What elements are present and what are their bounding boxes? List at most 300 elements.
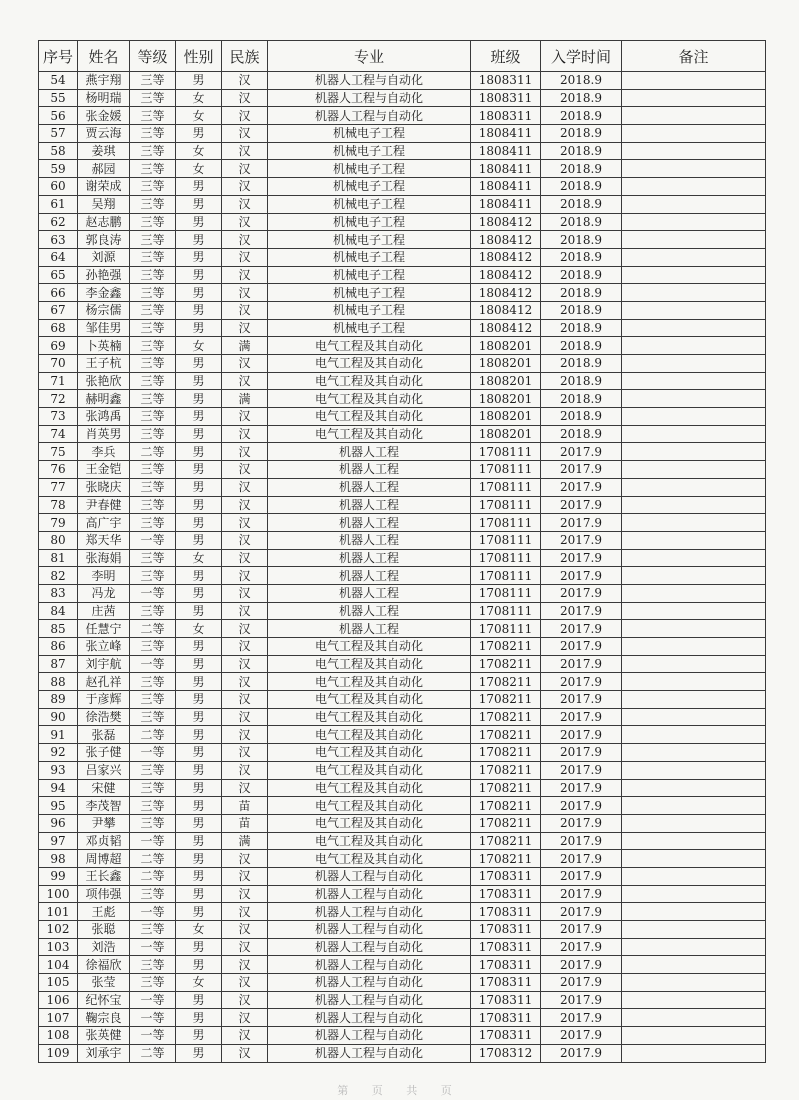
cell-enrollment-date: 2017.9 xyxy=(541,1027,622,1045)
header-major: 专业 xyxy=(268,41,471,72)
cell-major: 电气工程及其自动化 xyxy=(268,337,471,355)
cell-gender: 男 xyxy=(176,443,222,461)
cell-gender: 男 xyxy=(176,390,222,408)
cell-gender: 女 xyxy=(176,549,222,567)
cell-grade: 三等 xyxy=(130,89,176,107)
cell-index: 92 xyxy=(39,744,78,762)
cell-class: 1808201 xyxy=(471,372,541,390)
cell-gender: 男 xyxy=(176,867,222,885)
cell-ethnicity: 汉 xyxy=(222,195,268,213)
cell-gender: 男 xyxy=(176,355,222,373)
cell-grade: 三等 xyxy=(130,248,176,266)
cell-grade: 三等 xyxy=(130,408,176,426)
cell-remarks xyxy=(622,72,766,90)
cell-grade: 一等 xyxy=(130,531,176,549)
cell-index: 75 xyxy=(39,443,78,461)
cell-major: 电气工程及其自动化 xyxy=(268,355,471,373)
cell-index: 56 xyxy=(39,107,78,125)
cell-class: 1708211 xyxy=(471,655,541,673)
cell-enrollment-date: 2017.9 xyxy=(541,885,622,903)
cell-index: 81 xyxy=(39,549,78,567)
table-row xyxy=(39,744,766,762)
table-row xyxy=(39,584,766,602)
cell-major: 机械电子工程 xyxy=(268,266,471,284)
cell-enrollment-date: 2017.9 xyxy=(541,443,622,461)
cell-class: 1708111 xyxy=(471,514,541,532)
cell-remarks xyxy=(622,301,766,319)
cell-remarks xyxy=(622,832,766,850)
table-row xyxy=(39,125,766,143)
cell-class: 1808201 xyxy=(471,355,541,373)
cell-ethnicity: 汉 xyxy=(222,549,268,567)
cell-major: 机器人工程 xyxy=(268,620,471,638)
cell-gender: 男 xyxy=(176,195,222,213)
cell-major: 电气工程及其自动化 xyxy=(268,797,471,815)
cell-ethnicity: 汉 xyxy=(222,531,268,549)
cell-index: 59 xyxy=(39,160,78,178)
table-row xyxy=(39,461,766,479)
cell-grade: 二等 xyxy=(130,620,176,638)
cell-ethnicity: 汉 xyxy=(222,708,268,726)
cell-remarks xyxy=(622,248,766,266)
cell-ethnicity: 汉 xyxy=(222,142,268,160)
cell-gender: 男 xyxy=(176,248,222,266)
cell-class: 1708211 xyxy=(471,673,541,691)
table-row xyxy=(39,390,766,408)
cell-gender: 男 xyxy=(176,1009,222,1027)
cell-index: 61 xyxy=(39,195,78,213)
cell-gender: 男 xyxy=(176,1027,222,1045)
cell-class: 1708111 xyxy=(471,567,541,585)
cell-index: 106 xyxy=(39,991,78,1009)
cell-name: 尹攀 xyxy=(78,814,130,832)
cell-gender: 男 xyxy=(176,708,222,726)
cell-ethnicity: 苗 xyxy=(222,797,268,815)
cell-major: 机器人工程 xyxy=(268,584,471,602)
cell-major: 机器人工程与自动化 xyxy=(268,1027,471,1045)
cell-index: 99 xyxy=(39,867,78,885)
cell-class: 1808201 xyxy=(471,337,541,355)
cell-ethnicity: 汉 xyxy=(222,956,268,974)
cell-gender: 男 xyxy=(176,266,222,284)
cell-major: 机器人工程 xyxy=(268,514,471,532)
cell-class: 1708111 xyxy=(471,478,541,496)
table-row xyxy=(39,620,766,638)
table-row xyxy=(39,72,766,90)
cell-enrollment-date: 2017.9 xyxy=(541,867,622,885)
cell-gender: 男 xyxy=(176,797,222,815)
cell-major: 机械电子工程 xyxy=(268,195,471,213)
cell-enrollment-date: 2018.9 xyxy=(541,107,622,125)
cell-remarks xyxy=(622,956,766,974)
cell-major: 机械电子工程 xyxy=(268,248,471,266)
cell-major: 机器人工程 xyxy=(268,478,471,496)
table-row xyxy=(39,814,766,832)
cell-grade: 三等 xyxy=(130,231,176,249)
cell-major: 机器人工程 xyxy=(268,531,471,549)
cell-name: 李兵 xyxy=(78,443,130,461)
cell-major: 机械电子工程 xyxy=(268,213,471,231)
cell-enrollment-date: 2017.9 xyxy=(541,761,622,779)
cell-gender: 女 xyxy=(176,107,222,125)
table-row xyxy=(39,355,766,373)
cell-class: 1708111 xyxy=(471,531,541,549)
cell-remarks xyxy=(622,319,766,337)
cell-grade: 三等 xyxy=(130,761,176,779)
cell-index: 82 xyxy=(39,567,78,585)
cell-grade: 三等 xyxy=(130,461,176,479)
cell-name: 卜英楠 xyxy=(78,337,130,355)
cell-name: 孙艳强 xyxy=(78,266,130,284)
cell-name: 吕家兴 xyxy=(78,761,130,779)
cell-remarks xyxy=(622,726,766,744)
header-index: 序号 xyxy=(39,41,78,72)
table-body xyxy=(39,72,766,1063)
cell-remarks xyxy=(622,1044,766,1062)
cell-index: 85 xyxy=(39,620,78,638)
cell-major: 机器人工程与自动化 xyxy=(268,903,471,921)
cell-remarks xyxy=(622,655,766,673)
cell-index: 87 xyxy=(39,655,78,673)
cell-class: 1708211 xyxy=(471,850,541,868)
cell-enrollment-date: 2017.9 xyxy=(541,832,622,850)
cell-enrollment-date: 2017.9 xyxy=(541,814,622,832)
cell-enrollment-date: 2017.9 xyxy=(541,567,622,585)
cell-major: 机器人工程与自动化 xyxy=(268,72,471,90)
cell-ethnicity: 汉 xyxy=(222,231,268,249)
cell-name: 宋健 xyxy=(78,779,130,797)
cell-ethnicity: 汉 xyxy=(222,213,268,231)
cell-name: 张海娟 xyxy=(78,549,130,567)
cell-ethnicity: 汉 xyxy=(222,248,268,266)
table-row xyxy=(39,779,766,797)
cell-class: 1708311 xyxy=(471,938,541,956)
table-row xyxy=(39,231,766,249)
cell-remarks xyxy=(622,938,766,956)
cell-class: 1708311 xyxy=(471,885,541,903)
cell-major: 电气工程及其自动化 xyxy=(268,814,471,832)
cell-ethnicity: 汉 xyxy=(222,620,268,638)
cell-ethnicity: 汉 xyxy=(222,584,268,602)
cell-grade: 三等 xyxy=(130,602,176,620)
cell-gender: 男 xyxy=(176,903,222,921)
cell-name: 张鸿禹 xyxy=(78,408,130,426)
cell-grade: 二等 xyxy=(130,867,176,885)
cell-grade: 三等 xyxy=(130,319,176,337)
cell-ethnicity: 汉 xyxy=(222,443,268,461)
cell-ethnicity: 汉 xyxy=(222,319,268,337)
cell-remarks xyxy=(622,620,766,638)
cell-remarks xyxy=(622,496,766,514)
cell-index: 89 xyxy=(39,691,78,709)
cell-grade: 三等 xyxy=(130,691,176,709)
cell-enrollment-date: 2017.9 xyxy=(541,496,622,514)
cell-name: 肖英男 xyxy=(78,425,130,443)
cell-name: 张磊 xyxy=(78,726,130,744)
table-row xyxy=(39,797,766,815)
cell-index: 86 xyxy=(39,638,78,656)
cell-name: 纪怀宝 xyxy=(78,991,130,1009)
cell-major: 机器人工程 xyxy=(268,443,471,461)
cell-enrollment-date: 2017.9 xyxy=(541,584,622,602)
table-row xyxy=(39,638,766,656)
cell-index: 71 xyxy=(39,372,78,390)
cell-class: 1708111 xyxy=(471,549,541,567)
cell-grade: 三等 xyxy=(130,567,176,585)
cell-name: 张莹 xyxy=(78,974,130,992)
header-ethnicity: 民族 xyxy=(222,41,268,72)
cell-grade: 三等 xyxy=(130,107,176,125)
table-row xyxy=(39,885,766,903)
cell-enrollment-date: 2018.9 xyxy=(541,425,622,443)
cell-index: 64 xyxy=(39,248,78,266)
cell-ethnicity: 汉 xyxy=(222,744,268,762)
cell-remarks xyxy=(622,425,766,443)
cell-index: 72 xyxy=(39,390,78,408)
cell-index: 98 xyxy=(39,850,78,868)
cell-remarks xyxy=(622,390,766,408)
cell-remarks xyxy=(622,1027,766,1045)
cell-class: 1708311 xyxy=(471,974,541,992)
cell-class: 1708211 xyxy=(471,691,541,709)
cell-class: 1808411 xyxy=(471,125,541,143)
cell-class: 1708211 xyxy=(471,744,541,762)
cell-grade: 三等 xyxy=(130,496,176,514)
cell-major: 机器人工程与自动化 xyxy=(268,885,471,903)
cell-major: 机器人工程与自动化 xyxy=(268,974,471,992)
cell-index: 78 xyxy=(39,496,78,514)
cell-ethnicity: 汉 xyxy=(222,425,268,443)
cell-major: 机器人工程 xyxy=(268,602,471,620)
cell-ethnicity: 汉 xyxy=(222,850,268,868)
cell-gender: 男 xyxy=(176,832,222,850)
cell-remarks xyxy=(622,673,766,691)
cell-enrollment-date: 2018.9 xyxy=(541,248,622,266)
cell-remarks xyxy=(622,974,766,992)
cell-major: 电气工程及其自动化 xyxy=(268,691,471,709)
table-row xyxy=(39,921,766,939)
cell-remarks xyxy=(622,531,766,549)
cell-enrollment-date: 2017.9 xyxy=(541,744,622,762)
cell-major: 机器人工程与自动化 xyxy=(268,89,471,107)
cell-class: 1708211 xyxy=(471,761,541,779)
cell-name: 王长鑫 xyxy=(78,867,130,885)
cell-name: 郝园 xyxy=(78,160,130,178)
cell-enrollment-date: 2018.9 xyxy=(541,390,622,408)
cell-index: 93 xyxy=(39,761,78,779)
table-row xyxy=(39,691,766,709)
cell-remarks xyxy=(622,160,766,178)
cell-index: 105 xyxy=(39,974,78,992)
header-remarks: 备注 xyxy=(622,41,766,72)
table-row xyxy=(39,708,766,726)
cell-grade: 三等 xyxy=(130,390,176,408)
cell-name: 邹佳男 xyxy=(78,319,130,337)
cell-major: 机器人工程与自动化 xyxy=(268,107,471,125)
cell-grade: 一等 xyxy=(130,655,176,673)
cell-grade: 三等 xyxy=(130,125,176,143)
cell-gender: 男 xyxy=(176,938,222,956)
cell-ethnicity: 汉 xyxy=(222,72,268,90)
cell-gender: 男 xyxy=(176,673,222,691)
header-gender: 性别 xyxy=(176,41,222,72)
table-row xyxy=(39,956,766,974)
cell-index: 96 xyxy=(39,814,78,832)
cell-ethnicity: 汉 xyxy=(222,178,268,196)
cell-index: 104 xyxy=(39,956,78,974)
cell-major: 机械电子工程 xyxy=(268,284,471,302)
cell-index: 73 xyxy=(39,408,78,426)
cell-name: 王金铠 xyxy=(78,461,130,479)
cell-index: 88 xyxy=(39,673,78,691)
cell-ethnicity: 汉 xyxy=(222,885,268,903)
cell-enrollment-date: 2017.9 xyxy=(541,921,622,939)
cell-index: 100 xyxy=(39,885,78,903)
cell-remarks xyxy=(622,478,766,496)
cell-major: 机械电子工程 xyxy=(268,178,471,196)
cell-index: 91 xyxy=(39,726,78,744)
cell-grade: 二等 xyxy=(130,726,176,744)
table-row xyxy=(39,178,766,196)
cell-major: 机械电子工程 xyxy=(268,160,471,178)
cell-index: 80 xyxy=(39,531,78,549)
cell-gender: 男 xyxy=(176,531,222,549)
cell-remarks xyxy=(622,337,766,355)
student-roster-table xyxy=(38,40,766,1063)
cell-index: 108 xyxy=(39,1027,78,1045)
cell-major: 机器人工程 xyxy=(268,567,471,585)
cell-remarks xyxy=(622,602,766,620)
cell-enrollment-date: 2018.9 xyxy=(541,337,622,355)
cell-class: 1808412 xyxy=(471,231,541,249)
cell-ethnicity: 汉 xyxy=(222,567,268,585)
table-row xyxy=(39,991,766,1009)
cell-major: 电气工程及其自动化 xyxy=(268,390,471,408)
table-row xyxy=(39,266,766,284)
cell-index: 58 xyxy=(39,142,78,160)
cell-enrollment-date: 2018.9 xyxy=(541,178,622,196)
cell-remarks xyxy=(622,797,766,815)
cell-major: 电气工程及其自动化 xyxy=(268,708,471,726)
cell-gender: 男 xyxy=(176,956,222,974)
cell-enrollment-date: 2017.9 xyxy=(541,938,622,956)
cell-gender: 男 xyxy=(176,231,222,249)
cell-class: 1708311 xyxy=(471,991,541,1009)
cell-class: 1708111 xyxy=(471,584,541,602)
cell-major: 机械电子工程 xyxy=(268,125,471,143)
cell-ethnicity: 汉 xyxy=(222,372,268,390)
cell-ethnicity: 汉 xyxy=(222,284,268,302)
cell-ethnicity: 汉 xyxy=(222,921,268,939)
cell-ethnicity: 汉 xyxy=(222,496,268,514)
cell-name: 赫明鑫 xyxy=(78,390,130,408)
cell-class: 1708311 xyxy=(471,921,541,939)
table-row xyxy=(39,761,766,779)
cell-remarks xyxy=(622,372,766,390)
cell-ethnicity: 汉 xyxy=(222,691,268,709)
cell-enrollment-date: 2017.9 xyxy=(541,956,622,974)
cell-index: 63 xyxy=(39,231,78,249)
cell-gender: 男 xyxy=(176,885,222,903)
cell-grade: 三等 xyxy=(130,284,176,302)
cell-grade: 一等 xyxy=(130,832,176,850)
table-row xyxy=(39,1009,766,1027)
table-row xyxy=(39,89,766,107)
cell-ethnicity: 汉 xyxy=(222,1027,268,1045)
cell-grade: 一等 xyxy=(130,991,176,1009)
cell-remarks xyxy=(622,903,766,921)
cell-major: 机器人工程与自动化 xyxy=(268,956,471,974)
cell-index: 84 xyxy=(39,602,78,620)
table-row xyxy=(39,514,766,532)
cell-enrollment-date: 2017.9 xyxy=(541,1009,622,1027)
cell-index: 79 xyxy=(39,514,78,532)
cell-major: 电气工程及其自动化 xyxy=(268,726,471,744)
cell-remarks xyxy=(622,744,766,762)
cell-gender: 女 xyxy=(176,160,222,178)
cell-class: 1708311 xyxy=(471,956,541,974)
cell-ethnicity: 汉 xyxy=(222,1044,268,1062)
cell-enrollment-date: 2017.9 xyxy=(541,478,622,496)
cell-grade: 三等 xyxy=(130,921,176,939)
cell-name: 姜琪 xyxy=(78,142,130,160)
cell-index: 54 xyxy=(39,72,78,90)
cell-name: 刘浩 xyxy=(78,938,130,956)
cell-gender: 男 xyxy=(176,814,222,832)
cell-class: 1708211 xyxy=(471,726,541,744)
cell-grade: 二等 xyxy=(130,850,176,868)
cell-ethnicity: 汉 xyxy=(222,761,268,779)
cell-class: 1808411 xyxy=(471,142,541,160)
table-row xyxy=(39,655,766,673)
cell-name: 张金媛 xyxy=(78,107,130,125)
cell-gender: 男 xyxy=(176,726,222,744)
cell-name: 李明 xyxy=(78,567,130,585)
cell-enrollment-date: 2017.9 xyxy=(541,974,622,992)
cell-name: 周博超 xyxy=(78,850,130,868)
cell-enrollment-date: 2018.9 xyxy=(541,213,622,231)
cell-enrollment-date: 2018.9 xyxy=(541,355,622,373)
cell-index: 103 xyxy=(39,938,78,956)
cell-gender: 男 xyxy=(176,425,222,443)
table-row xyxy=(39,974,766,992)
cell-remarks xyxy=(622,89,766,107)
cell-grade: 三等 xyxy=(130,708,176,726)
cell-ethnicity: 汉 xyxy=(222,903,268,921)
table-row xyxy=(39,1044,766,1062)
table-row xyxy=(39,107,766,125)
cell-index: 76 xyxy=(39,461,78,479)
cell-remarks xyxy=(622,921,766,939)
cell-name: 徐浩樊 xyxy=(78,708,130,726)
cell-remarks xyxy=(622,584,766,602)
cell-class: 1708311 xyxy=(471,1009,541,1027)
cell-gender: 女 xyxy=(176,921,222,939)
cell-enrollment-date: 2018.9 xyxy=(541,72,622,90)
cell-gender: 男 xyxy=(176,514,222,532)
cell-index: 101 xyxy=(39,903,78,921)
cell-grade: 三等 xyxy=(130,213,176,231)
cell-index: 90 xyxy=(39,708,78,726)
cell-gender: 男 xyxy=(176,991,222,1009)
cell-class: 1808412 xyxy=(471,284,541,302)
cell-major: 机械电子工程 xyxy=(268,301,471,319)
cell-grade: 三等 xyxy=(130,372,176,390)
cell-gender: 男 xyxy=(176,850,222,868)
cell-grade: 三等 xyxy=(130,974,176,992)
cell-name: 张晓庆 xyxy=(78,478,130,496)
cell-name: 刘承宇 xyxy=(78,1044,130,1062)
